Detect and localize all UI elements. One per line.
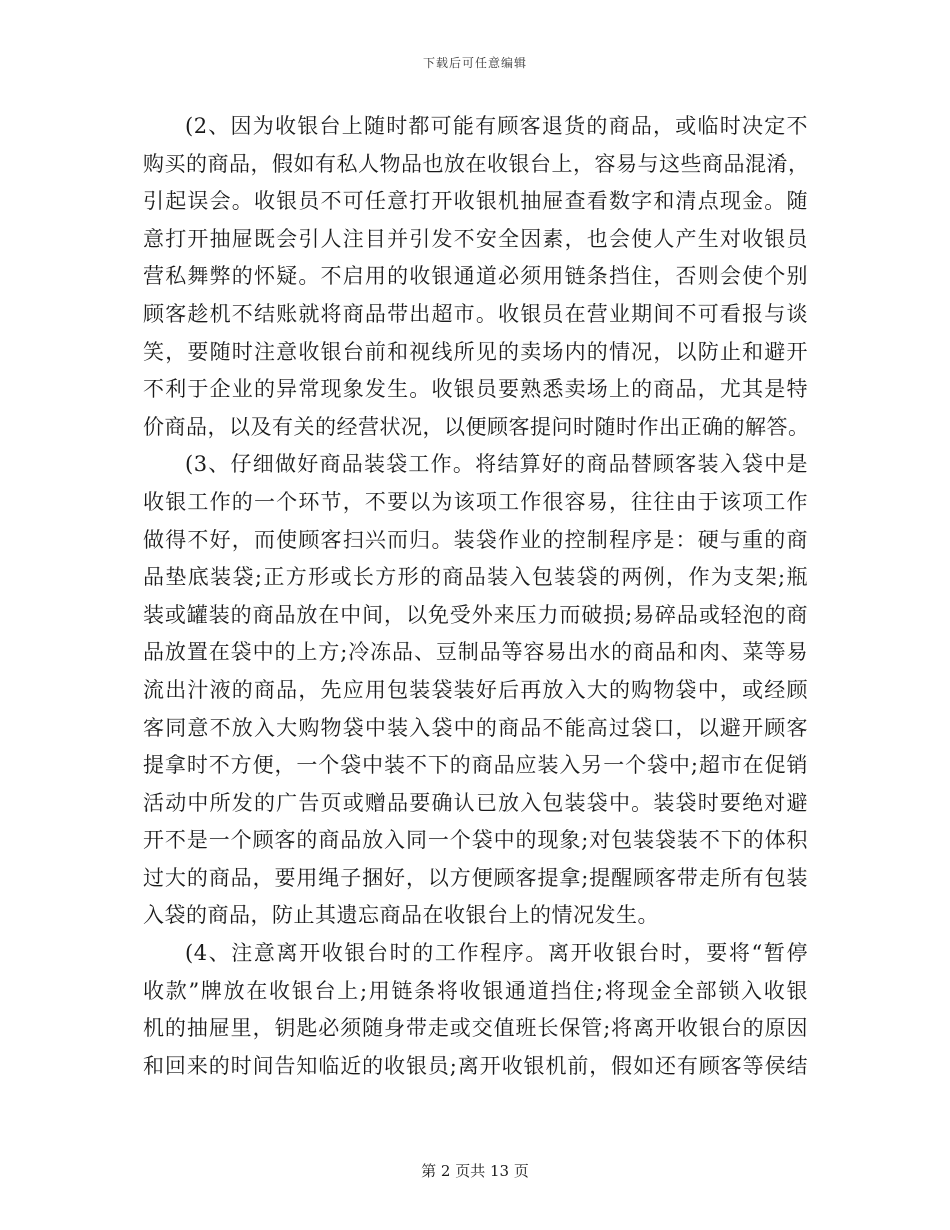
paragraph-3-line: 装或罐装的商品放在中间，以免受外来压力而破损;易碎品或轻泡的商 <box>143 602 808 627</box>
paragraph-3-line: (3、仔细做好商品装袋工作。将结算好的商品替顾客装入袋中是 <box>185 452 808 477</box>
paragraph-4-line: 和回来的时间告知临近的收银员;离开收银机前，假如还有顾客等侯结 <box>143 1053 808 1078</box>
paragraph-3-line: 收银工作的一个环节，不要以为该项工作很容易，往往由于该项工作 <box>143 489 808 514</box>
paragraph-3-line: 过大的商品，要用绳子捆好，以方便顾客提拿;提醒顾客带走所有包装 <box>143 865 808 890</box>
paragraph-3-line: 入袋的商品，防止其遗忘商品在收银台上的情况发生。 <box>143 903 659 928</box>
paragraph-3-line: 品垫底装袋;正方形或长方形的商品装入包装袋的两例，作为支架;瓶 <box>143 565 808 590</box>
paragraph-3-line: 品放置在袋中的上方;冷冻品、豆制品等容易出水的商品和肉、菜等易 <box>143 640 808 665</box>
paragraph-2-line: 引起误会。收银员不可任意打开收银机抽屉查看数字和清点现金。随 <box>143 189 808 214</box>
paragraph-4-line: 机的抽屉里，钥匙必须随身带走或交值班长保管;将离开收银台的原因 <box>143 1016 808 1041</box>
paragraph-4-line: 收款”牌放在收银台上;用链条将收银通道挡住;将现金全部锁入收银 <box>143 978 808 1003</box>
document-body <box>143 108 808 1085</box>
paragraph-2-line: 价商品，以及有关的经营状况，以便顾客提问时随时作出正确的解答。 <box>143 414 810 439</box>
paragraph-3-line: 流出汁液的商品，先应用包装袋装好后再放入大的购物袋中，或经顾 <box>143 677 808 702</box>
paragraph-3-line: 提拿时不方便，一个袋中装不下的商品应装入另一个袋中;超市在促销 <box>143 753 808 778</box>
paragraph-3-line: 开不是一个顾客的商品放入同一个袋中的现象;对包装袋装不下的体积 <box>143 828 808 853</box>
paragraph-2-line: 意打开抽屉既会引人注目并引发不安全因素，也会使人产生对收银员 <box>143 226 808 251</box>
paragraph-3-line: 做得不好，而使顾客扫兴而归。装袋作业的控制程序是：硬与重的商 <box>143 527 808 552</box>
paragraph-2-line: 顾客趁机不结账就将商品带出超市。收银员在营业期间不可看报与谈 <box>143 301 808 326</box>
paragraph-2-line: 笑，要随时注意收银台前和视线所见的卖场内的情况，以防止和避开 <box>143 339 808 364</box>
paragraph-3-line: 客同意不放入大购物袋中装入袋中的商品不能高过袋口，以避开顾客 <box>143 715 808 740</box>
paragraph-4-line: (4、注意离开收银台时的工作程序。离开收银台时，要将“暂停 <box>185 941 808 966</box>
paragraph-2-line: 购买的商品，假如有私人物品也放在收银台上，容易与这些商品混淆， <box>143 151 810 176</box>
paragraph-3-line: 活动中所发的广告页或赠品要确认已放入包装袋中。装袋时要绝对避 <box>143 790 808 815</box>
page-number: 第 2 页共 13 页 <box>421 1162 529 1180</box>
paragraph-2-line: 营私舞弊的怀疑。不启用的收银通道必须用链条挡住，否则会使个别 <box>143 264 808 289</box>
paragraph-2-line: (2、因为收银台上随时都可能有顾客退货的商品，或临时决定不 <box>185 114 808 138</box>
page-header: 下载后可任意编辑 <box>422 56 527 70</box>
paragraph-2-line: 不利于企业的异常现象发生。收银员要熟悉卖场上的商品，尤其是特 <box>143 377 808 402</box>
